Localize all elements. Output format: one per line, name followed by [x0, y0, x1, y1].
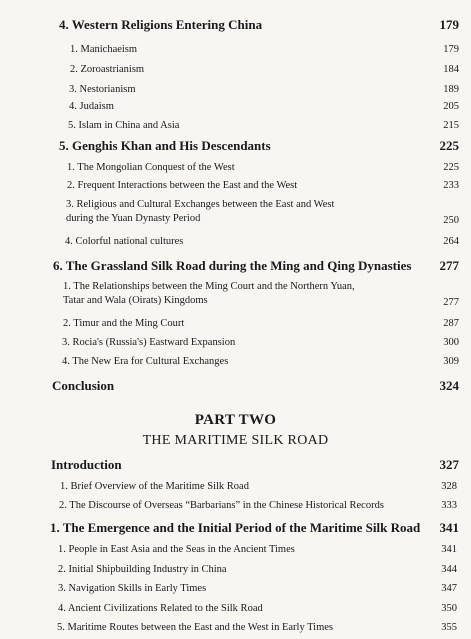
toc-entry-title: 5. Islam in China and Asia [68, 120, 180, 131]
toc-page-number: 225 [443, 162, 459, 173]
toc-section [0, 44, 471, 55]
toc-section [0, 318, 471, 329]
toc-page-number: 205 [443, 101, 459, 112]
toc-entry-title: 1. Manichaeism [70, 44, 138, 55]
toc-entry-title: 1. People in East Asia and the Seas in the Ancient Times [58, 544, 295, 555]
toc-entry-title: 4. Judaism [69, 101, 114, 112]
toc-page-number: 347 [441, 583, 457, 594]
toc-page-number: 250 [443, 215, 459, 226]
toc-section [0, 337, 471, 348]
toc-page-number: 215 [443, 120, 459, 131]
toc-page-number: 333 [441, 500, 457, 511]
toc-entry-title: 6. The Grassland Silk Road during the Ming and Qing Dynasties [53, 258, 412, 273]
toc-entry-title: 5. Maritime Routes between the East and the West in Early Times [57, 622, 333, 633]
toc-page-number: 225 [439, 138, 459, 153]
toc-section [0, 544, 471, 555]
toc-section [0, 84, 471, 95]
toc-entry-title: 4. Colorful national cultures [65, 236, 184, 247]
toc-entry-title-line: 1. The Relationships between the Ming Court and the Northern Yuan, [63, 281, 355, 292]
toc-entry-title: 4. Western Religions Entering China [59, 17, 263, 32]
toc-section [0, 120, 471, 131]
toc-page-number: 344 [441, 564, 457, 575]
toc-page-number: 264 [443, 236, 459, 247]
toc-page-number: 189 [443, 84, 459, 95]
toc-section [0, 162, 471, 173]
toc-entry-title: 4. Ancient Civilizations Related to the Silk Road [58, 603, 263, 614]
toc-section [0, 198, 471, 226]
toc-entry-title: 3. Nestorianism [69, 84, 136, 95]
toc-chapter-maritime-emergence [0, 520, 471, 536]
toc-section [0, 481, 471, 492]
toc-page-number: 179 [439, 17, 459, 32]
toc-entry-title: 2. Initial Shipbuilding Industry in China [58, 564, 227, 575]
toc-chapter-genghis-khan [0, 138, 471, 154]
toc-entry-title-line: Tatar and Wala (Oirats) Kingdoms [63, 295, 208, 306]
toc-entry-title: 1. The Emergence and the Initial Period of the Maritime Silk Road [50, 520, 421, 535]
toc-section [0, 356, 471, 367]
toc-chapter-grassland-silk-road [0, 258, 471, 274]
toc-page-number: 179 [443, 44, 459, 55]
toc-section [0, 236, 471, 247]
toc-section [0, 564, 471, 575]
toc-entry-title: 2. Frequent Interactions between the East and the West [67, 180, 298, 191]
toc-page-number: 309 [443, 356, 459, 367]
toc-page-number: 300 [443, 337, 459, 348]
toc-entry-title: 2. The Discourse of Overseas “Barbarians” in the Chinese Historical Records [59, 500, 384, 511]
toc-page-number: 277 [443, 297, 459, 308]
toc-entry-title-line: during the Yuan Dynasty Period [66, 213, 201, 224]
toc-chapter-introduction [0, 457, 471, 473]
toc-entry-title: 1. Brief Overview of the Maritime Silk Road [60, 481, 249, 492]
toc-page-number: 327 [439, 457, 459, 472]
toc-chapter-western-religions [0, 17, 471, 33]
toc-chapter-conclusion [0, 378, 471, 394]
toc-page-number: 277 [439, 258, 459, 273]
toc-section [0, 583, 471, 594]
toc-entry-title-line: 3. Religious and Cultural Exchanges between the East and West [66, 199, 335, 210]
toc-section [0, 280, 471, 308]
toc-section [0, 622, 471, 633]
toc-entry-title: 5. Genghis Khan and His Descendants [59, 138, 271, 153]
toc-section [0, 180, 471, 191]
toc-entry-title: 2. Zoroastrianism [70, 64, 145, 75]
toc-section [0, 603, 471, 614]
toc-entry-title: 4. The New Era for Cultural Exchanges [62, 356, 229, 367]
toc-section [0, 101, 471, 112]
toc-page-number: 324 [439, 378, 459, 393]
toc-section [0, 500, 471, 511]
toc-entry-title: 1. The Mongolian Conquest of the West [67, 162, 235, 173]
toc-entry-title: 3. Navigation Skills in Early Times [58, 583, 207, 594]
toc-section [0, 64, 471, 75]
part-heading: PART TWO [194, 412, 277, 428]
toc-page-number: 328 [441, 481, 457, 492]
toc-entry-title [63, 280, 355, 308]
toc-page-number: 184 [443, 64, 459, 75]
toc-entry-title: Conclusion [52, 378, 115, 393]
part-subtitle: THE MARITIME SILK ROAD [142, 433, 329, 448]
toc-page-number: 233 [443, 180, 459, 191]
toc-page-number: 287 [443, 318, 459, 329]
toc-entry-title: Introduction [51, 457, 122, 472]
toc-page-number: 355 [441, 622, 457, 633]
toc-entry-title: 2. Timur and the Ming Court [63, 318, 185, 329]
toc-page-number: 341 [441, 544, 457, 555]
toc-entry-title: 3. Rocia's (Russia's) Eastward Expansion [62, 337, 236, 348]
toc-page-number: 341 [439, 520, 459, 535]
toc-entry-title [66, 198, 334, 226]
toc-page-number: 350 [441, 603, 457, 614]
